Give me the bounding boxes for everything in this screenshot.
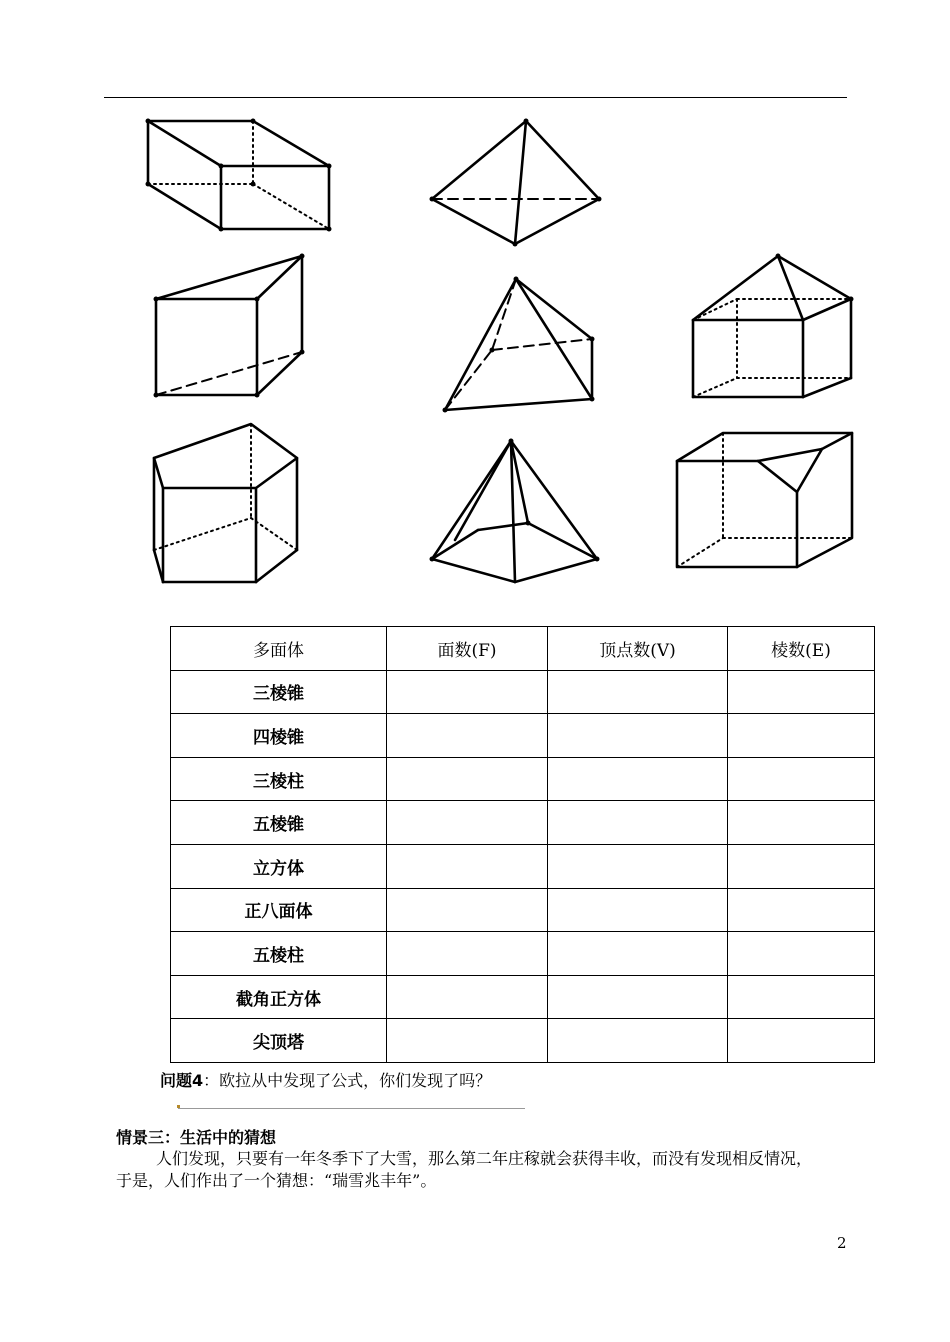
table-row (171, 757, 875, 801)
answer-cell[interactable] (728, 975, 875, 1019)
answer-cell[interactable] (548, 801, 728, 845)
answer-cell[interactable] (548, 888, 728, 932)
table-row (171, 670, 875, 714)
figure-pentagonal-prism (154, 424, 297, 582)
figure-triangular-pyramid (445, 279, 592, 410)
figure-octahedron (432, 121, 599, 244)
figure-pentagonal-pyramid (432, 441, 597, 582)
table-row (171, 975, 875, 1019)
polyhedra-table (170, 626, 875, 1063)
table-header-cell: 面数(F) (387, 627, 548, 671)
answer-cell[interactable] (548, 844, 728, 888)
question-4-text: ：欧拉从中发现了公式，你们发现了吗？ (203, 1071, 492, 1090)
row-label: 立方体 (171, 844, 387, 888)
row-label: 截角正方体 (171, 975, 387, 1019)
answer-cell[interactable] (387, 714, 548, 758)
answer-cell[interactable] (728, 757, 875, 801)
answer-cell[interactable] (387, 844, 548, 888)
figure-truncated-cube (677, 433, 852, 567)
table-row (171, 932, 875, 976)
row-label: 三棱柱 (171, 757, 387, 801)
answer-cell[interactable] (548, 1019, 728, 1063)
answer-cell[interactable] (548, 714, 728, 758)
answer-cell[interactable] (728, 844, 875, 888)
row-label: 正八面体 (171, 888, 387, 932)
figure-vertices (146, 119, 854, 562)
answer-cell[interactable] (548, 670, 728, 714)
table-row (171, 714, 875, 758)
table-row (171, 801, 875, 845)
row-label: 三棱锥 (171, 670, 387, 714)
answer-line[interactable] (178, 1108, 525, 1109)
answer-cell[interactable] (548, 757, 728, 801)
answer-cell[interactable] (548, 932, 728, 976)
answer-cell[interactable] (728, 801, 875, 845)
table-row (171, 844, 875, 888)
answer-cell[interactable] (728, 670, 875, 714)
polyhedra-figures (0, 0, 950, 620)
figure-triangular-pyramid-hidden (445, 279, 592, 410)
answer-cell[interactable] (387, 932, 548, 976)
figure-house (693, 256, 851, 397)
table-row (171, 888, 875, 932)
question-4 (160, 1068, 491, 1091)
row-label: 五棱柱 (171, 932, 387, 976)
answer-cell[interactable] (728, 888, 875, 932)
row-label: 五棱锥 (171, 801, 387, 845)
table-header-cell: 顶点数(V) (548, 627, 728, 671)
answer-cell[interactable] (387, 888, 548, 932)
answer-cell[interactable] (728, 1019, 875, 1063)
row-label: 尖顶塔 (171, 1019, 387, 1063)
answer-cell[interactable] (387, 975, 548, 1019)
answer-cell[interactable] (548, 975, 728, 1019)
table-row (171, 1019, 875, 1063)
scene3-title: 情景三：生活中的猜想 (116, 1128, 277, 1147)
figure-house-hidden (693, 299, 851, 397)
question-4-label: 问题4 (160, 1071, 204, 1090)
scene3-body: 人们发现，只要有一年冬季下了大雪，那么第二年庄稼就会获得丰收，而没有发现相反情况，于是，人们作出了一个猜想：“瑞雪兆丰年”。 (116, 1149, 813, 1190)
answer-cell[interactable] (728, 932, 875, 976)
table-header-cell: 棱数(E) (728, 627, 875, 671)
answer-cell[interactable] (728, 714, 875, 758)
page-number: 2 (837, 1234, 847, 1252)
answer-cell[interactable] (387, 670, 548, 714)
table-header-cell: 多面体 (171, 627, 387, 671)
table-header-row (171, 627, 875, 671)
figure-truncated-cube-hidden (677, 433, 852, 567)
figure-triangular-prism (156, 256, 302, 395)
row-label: 四棱锥 (171, 714, 387, 758)
answer-cell[interactable] (387, 757, 548, 801)
answer-cell[interactable] (387, 801, 548, 845)
answer-cell[interactable] (387, 1019, 548, 1063)
